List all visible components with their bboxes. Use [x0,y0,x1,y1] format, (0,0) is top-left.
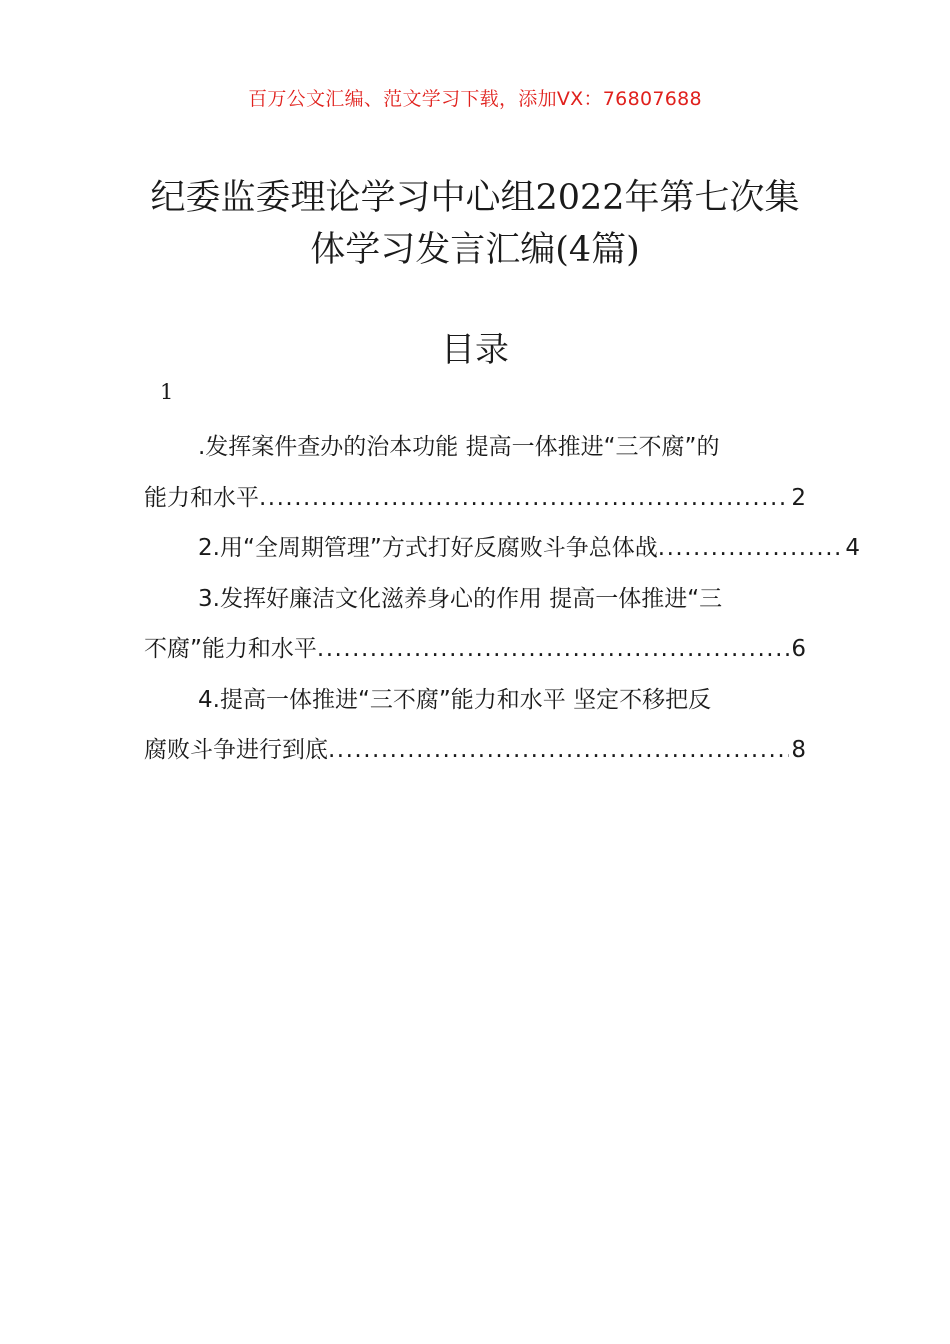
title-line-1: 纪委监委理论学习中心组2022年第七次集 [150,178,800,218]
toc-heading: 目录 [441,330,509,370]
toc-entry-4[interactable] [144,675,806,776]
toc-entry-text: 3.发挥好廉洁文化滋养身心的作用 提高一体推进“三 [198,585,723,612]
dot-leader [317,624,789,675]
toc-entry-3[interactable] [144,574,806,675]
dot-leader [328,725,789,776]
toc-entry-text: 2.用“全周期管理”方式打好反腐败斗争总体战 [198,535,658,561]
toc-first-number: 1 [160,380,174,404]
toc-entry-text-cont: 不腐”能力和水平 [144,636,317,662]
toc-entry-text: 4.提高一体推进“三不腐”能力和水平 坚定不移把反 [198,686,712,713]
toc-entry-2[interactable] [144,523,860,574]
header-note: 百万公文汇编、范文学习下载，添加VX：76807688 [248,88,702,110]
dot-leader [658,523,844,574]
dot-leader [259,473,789,524]
toc-page-number: 6 [791,636,806,662]
toc-page-number: 4 [845,535,860,561]
toc-page-number: 8 [791,737,806,763]
title-line-2: 体学习发言汇编(4篇) [310,230,640,270]
table-of-contents [144,422,860,776]
toc-entry-text: .发挥案件查办的治本功能 提高一体推进“三不腐”的 [198,434,720,460]
toc-entry-text-cont: 腐败斗争进行到底 [144,737,328,763]
toc-page-number: 2 [791,484,806,511]
toc-entry-1[interactable] [144,422,806,523]
document-title [140,172,810,276]
toc-entry-text-cont: 能力和水平 [144,484,259,511]
